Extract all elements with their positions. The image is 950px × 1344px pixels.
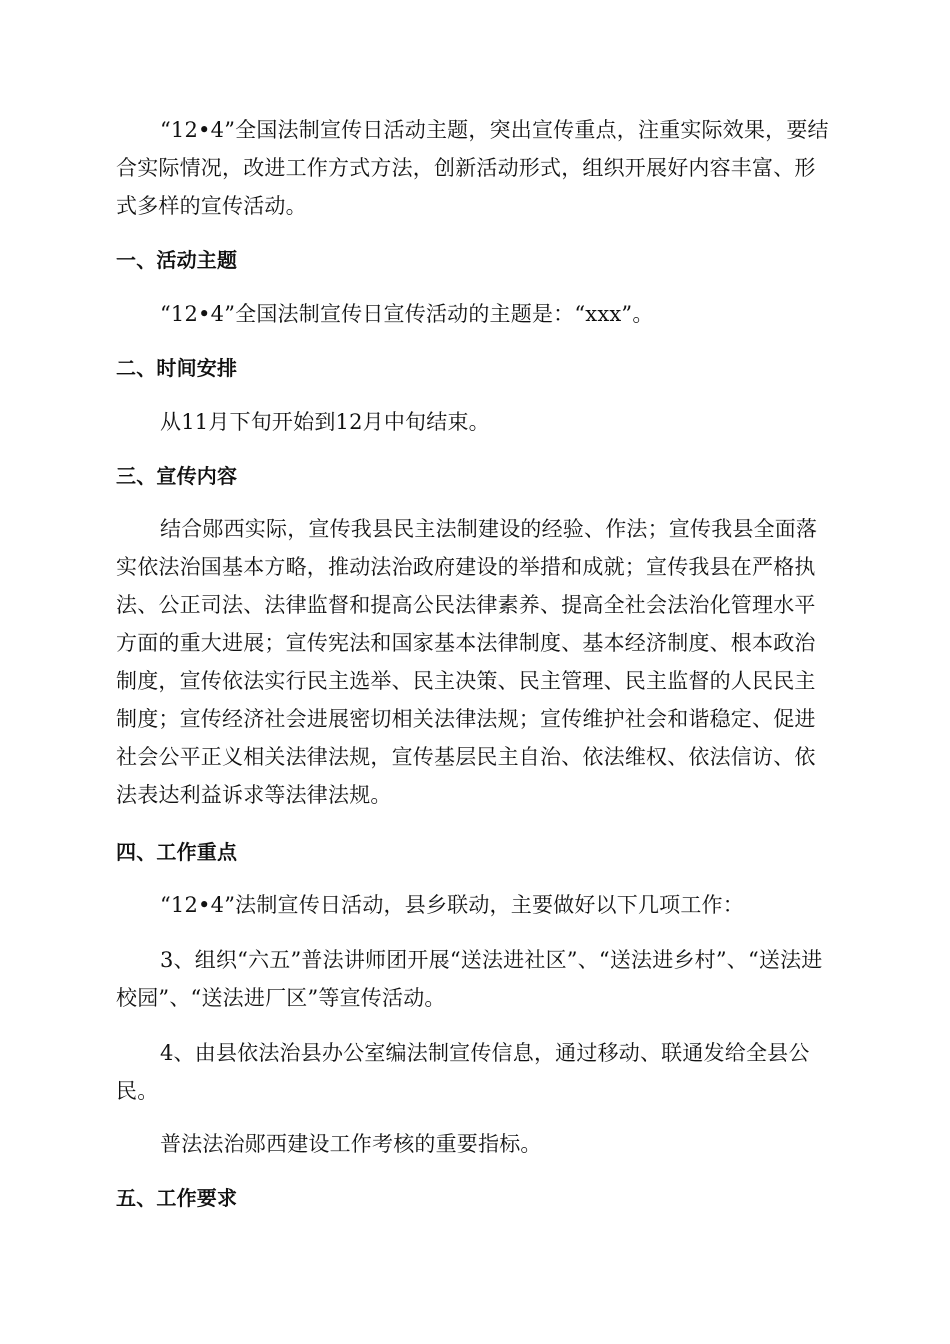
item-4-paragraph: 4、由县依法治县办公室编法制宣传信息，通过移动、联通发给全县公民。 bbox=[116, 1041, 810, 1103]
theme-paragraph: “12•4”全国法制宣传日宣传活动的主题是：“xxx”。 bbox=[160, 302, 654, 326]
item-3-paragraph: 3、组织“六五”普法讲师团开展“送法进社区”、“送法进乡村”、“送法进校园”、“送法进厂区”等宣传活动。 bbox=[116, 948, 823, 1010]
section-heading-content: 三、宣传内容 bbox=[116, 464, 238, 488]
intro-paragraph: “12•4”全国法制宣传日活动主题，突出宣传重点，注重实际效果，要结合实际情况，改进工作方式方法，创新活动形式，组织开展好内容丰富、形式多样的宣传活动。 bbox=[116, 118, 829, 218]
assessment-paragraph: 普法法治郧西建设工作考核的重要指标。 bbox=[160, 1132, 542, 1156]
section-heading-requirements: 五、工作要求 bbox=[116, 1186, 238, 1210]
schedule-paragraph: 从11月下旬开始到12月中旬结束。 bbox=[160, 410, 490, 434]
focus-paragraph: “12•4”法制宣传日活动，县乡联动，主要做好以下几项工作： bbox=[160, 893, 744, 917]
section-heading-schedule: 二、时间安排 bbox=[116, 356, 238, 380]
section-heading-focus: 四、工作重点 bbox=[116, 840, 238, 864]
content-paragraph: 结合郧西实际，宣传我县民主法制建设的经验、作法；宣传我县全面落实依法治国基本方略，推动法治政府建设的举措和成就；宣传我县在严格执法、公正司法、法律监督和提高公民法律素养、提高全社会法治化管理水平方面的重大进展；宣传宪法和国家基本法律制度、基本经济制度、根本政治制度，宣传依法实行民主选举、民主决策、民主管理、民主监督的人民民主制度；宣传经济社会进展密切相关法律法规；宣传维护社会和谐稳定、促进社会公平正义相关法律法规，宣传基层民主自治、依法维权、依法信访、依法表达利益诉求等法律法规。 bbox=[116, 517, 818, 807]
section-heading-theme: 一、活动主题 bbox=[116, 248, 238, 272]
